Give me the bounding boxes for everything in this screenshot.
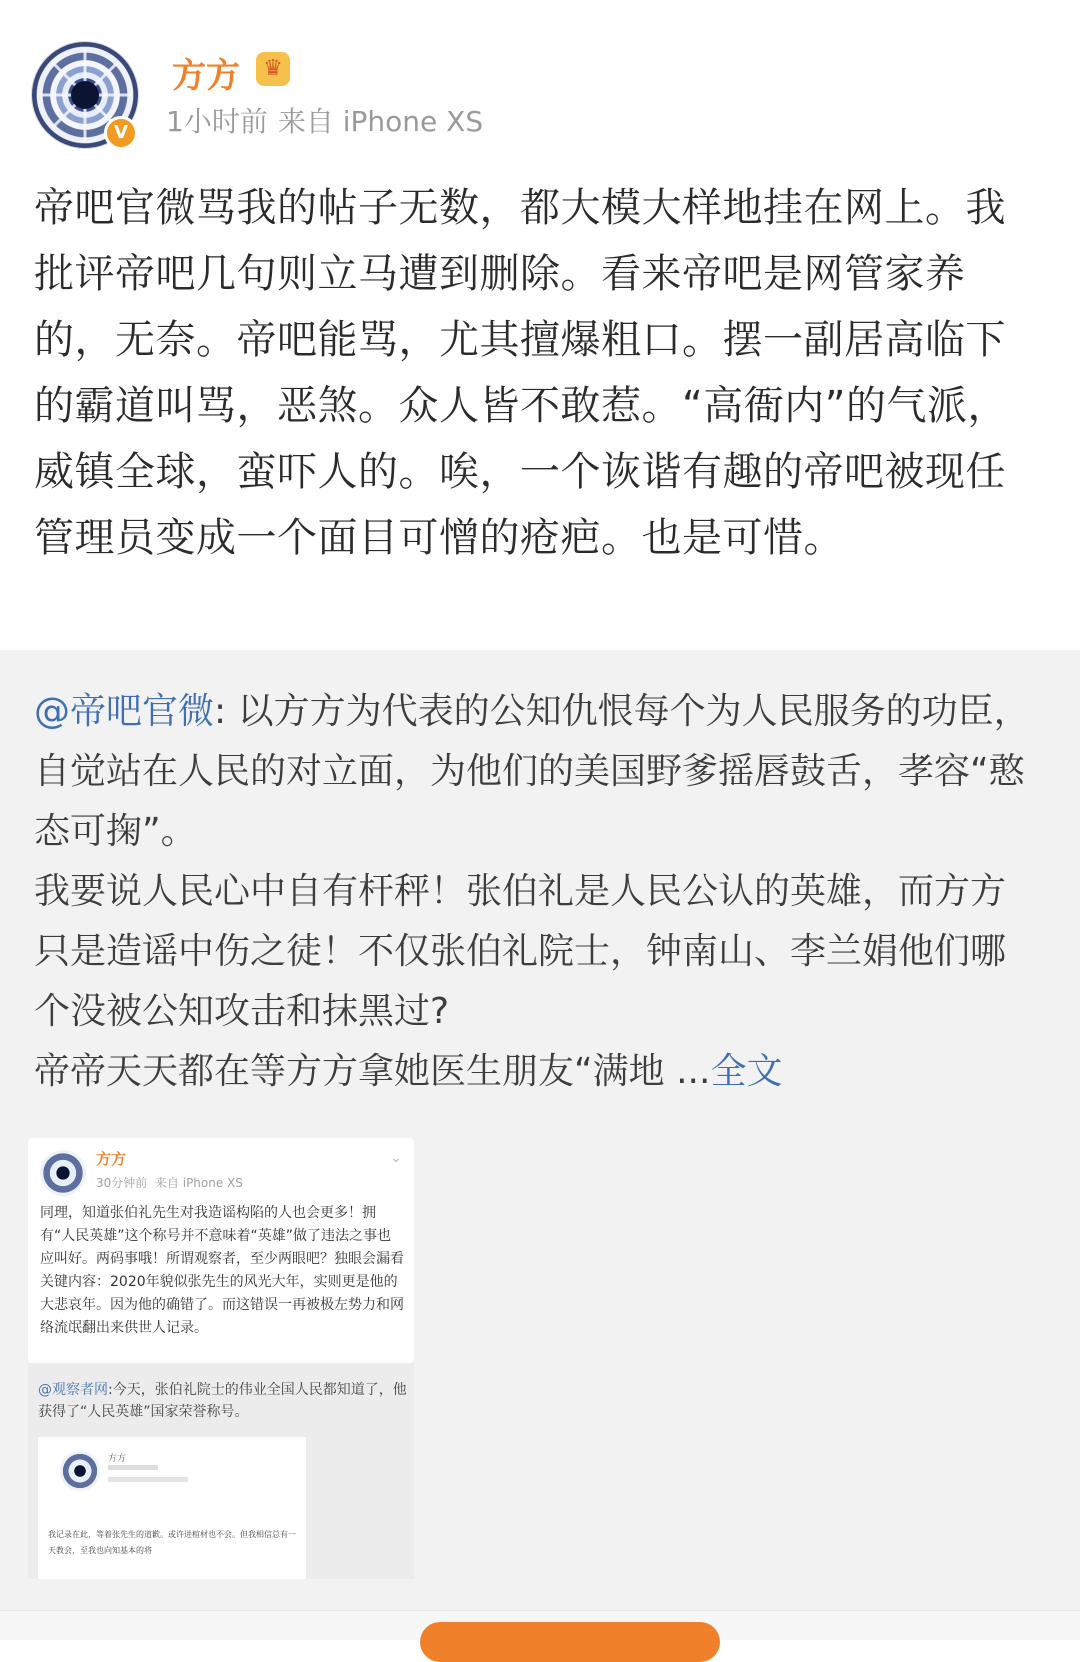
vip-crown-icon: ♛ (256, 52, 290, 86)
embedded-avatar (40, 1150, 86, 1196)
embedded-repost-mention: @观察者网 (38, 1382, 108, 1398)
post-time: 1小时前 (166, 105, 268, 138)
embedded-time: 30分钟前 (96, 1176, 148, 1190)
repost-paragraph-2: 我要说人民心中自有杆秤！张伯礼是人民公认的英雄，而方方只是造谣中伤之徒！不仅张伯礼院士，钟南山、李兰娟他们哪个没被公知攻击和抹黑过? (34, 871, 1007, 1032)
embedded-source: 来自 iPhone XS (154, 1176, 243, 1190)
username[interactable]: 方方 (172, 56, 240, 96)
embedded-text: 同理，知道张伯礼先生对我造谣构陷的人也会更多！拥有“人民英雄”这个称号并不意味着“英雄”做了违法之事也应叫好。两码事哦！所谓观察者，至少两眼吧？独眼会漏看关键内容：2020年貌似张先生的风光大年，实则更是他的大悲哀年。因为他的确错了。而这错误一再被极左势力和网络流氓翻出来供世人记录。 (40, 1205, 404, 1336)
embedded-screenshot[interactable] (28, 1138, 414, 1363)
post-header (0, 0, 1080, 160)
embedded-repost-body: :今天，张伯礼院士的伟业全国人民都知道了，他获得了“人民英雄”国家荣誉称号。 (38, 1382, 407, 1420)
post-source: 来自 iPhone XS (277, 105, 484, 138)
inner-placeholder-line (108, 1477, 188, 1482)
repost-mention-link[interactable]: @帝吧官微 (34, 691, 215, 732)
chevron-down-icon: ⌄ (390, 1150, 402, 1166)
inner-username: 方方 (108, 1454, 127, 1464)
repost-text-1: : 以方方为代表的公知仇恨每个为人民服务的功臣，自觉站在人民的对立面，为他们的美国野爹摇唇鼓舌，孝容“憨态可掬”。 (34, 691, 1030, 852)
repost-card[interactable] (0, 650, 1080, 1639)
post-meta (166, 100, 493, 140)
inner-avatar (60, 1451, 100, 1491)
full-text-link[interactable]: 全文 (710, 1051, 783, 1092)
embedded-meta (96, 1174, 243, 1191)
embedded-username: 方方 (96, 1150, 127, 1168)
repost-paragraph-3 (34, 1042, 1039, 1102)
inner-placeholder-line (108, 1465, 158, 1470)
repost-paragraph-1 (34, 682, 1039, 862)
verified-badge-icon: V (104, 116, 138, 150)
inner-text: 我记录在此，等着张先生的道歉。或许进棺材也不会。但我相信总有一天教会，至我也向知基本的将 (48, 1530, 296, 1555)
post-body (34, 175, 1034, 571)
embedded-inner-card (38, 1437, 306, 1579)
bottom-action-button[interactable] (420, 1622, 720, 1662)
post-paragraph: 帝吧官微骂我的帖子无数，都大模大样地挂在网上。我批评帝吧几句则立马遭到删除。看来帝吧是网管家养的，无奈。帝吧能骂，尤其擅爆粗口。摆一副居高临下的霸道叫骂，恶煞。众人皆不敢惹。“高衙内”的气派，威镇全球，蛮吓人的。唉，一个诙谐有趣的帝吧被现任管理员变成一个面目可憎的疮疤。也是可惜。 (34, 185, 1008, 561)
embedded-repost-text (38, 1379, 408, 1423)
repost-body (34, 682, 1039, 1102)
repost-text-3: 帝帝天天都在等方方拿她医生朋友“满地 ... (34, 1051, 711, 1092)
embedded-repost (28, 1363, 414, 1579)
